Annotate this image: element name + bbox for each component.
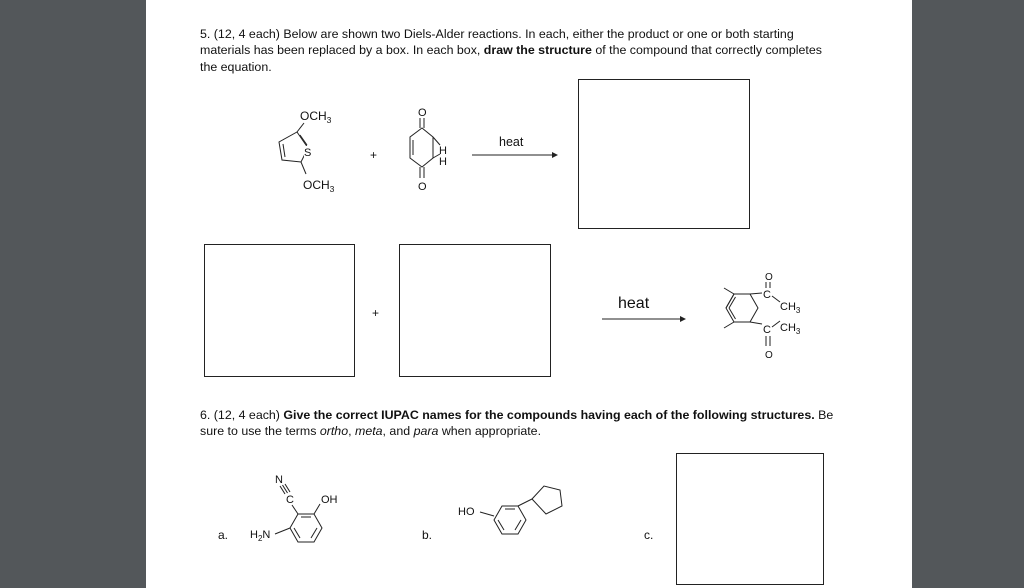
reaction2-arrow bbox=[602, 314, 686, 324]
diene-sulfur: S bbox=[304, 147, 312, 159]
svg-text:O: O bbox=[418, 181, 427, 193]
reaction2-diene-box[interactable] bbox=[204, 244, 355, 377]
reaction1-diene-structure bbox=[266, 104, 356, 200]
reaction2-plus: + bbox=[372, 306, 380, 320]
compound-b-structure bbox=[456, 478, 586, 558]
reaction1-dienophile-structure bbox=[398, 100, 468, 204]
reaction1-arrow bbox=[472, 150, 558, 160]
reaction1-plus: + bbox=[370, 148, 378, 162]
question-5-intro: (12, 4 each) Below are shown two Diels-Alder reactions. In each, either the product or one or both starting materials has been replaced by a box. In each box, bbox=[200, 27, 794, 58]
question-5-outro: of the compound that correctly completes the equation. bbox=[200, 43, 822, 74]
svg-text:O: O bbox=[765, 350, 773, 361]
reaction2-product-structure bbox=[700, 266, 824, 372]
term-ortho: ortho bbox=[319, 424, 349, 439]
svg-text:O: O bbox=[418, 107, 427, 119]
term-para: para bbox=[413, 424, 439, 439]
reaction2-dienophile-box[interactable] bbox=[399, 244, 551, 377]
question-6-number: 6. bbox=[200, 408, 211, 422]
diene-och3-bottom: $OCH_3$ bbox=[303, 178, 335, 194]
question-6-text: 6. (12, 4 each) Give the correct IUPAC names for the compounds having each of the following structures. Be sure to use the terms ortho, meta, and para when appropriate. bbox=[200, 408, 834, 439]
svg-text:H: H bbox=[439, 145, 447, 157]
svg-text:H: H bbox=[439, 156, 447, 168]
question-6-bold: Give the correct IUPAC names for the compounds having each of the following structures. bbox=[283, 408, 815, 422]
compound-c-box bbox=[676, 453, 824, 585]
svg-text:H2N: $H_2N$ bbox=[250, 529, 271, 543]
svg-text:C: C bbox=[286, 494, 294, 506]
reaction2-heat-label: heat bbox=[618, 295, 650, 312]
svg-text:N: N bbox=[275, 474, 283, 486]
question-6-rest: Be sure to use the terms bbox=[200, 408, 834, 439]
worksheet-page bbox=[146, 0, 912, 588]
question-5-number: 5. bbox=[200, 27, 211, 41]
compound-a-label: a. bbox=[218, 528, 229, 542]
svg-text:OH: OH bbox=[321, 494, 338, 506]
question-6-points: (12, 4 each) bbox=[213, 408, 280, 422]
compound-a-structure bbox=[246, 470, 356, 556]
svg-text:O: O bbox=[765, 272, 773, 283]
reaction1-heat-label: heat bbox=[499, 135, 524, 149]
svg-text:C: C bbox=[763, 289, 771, 301]
compound-c-label: c. bbox=[644, 528, 654, 542]
svg-text:HO: HO bbox=[458, 506, 475, 518]
svg-text:CH3: $CH_3$ bbox=[780, 322, 801, 336]
svg-text:CH3: $CH_3$ bbox=[780, 301, 801, 315]
compound-b-label: b. bbox=[422, 528, 433, 542]
question-5-bold: draw the structure bbox=[483, 43, 592, 58]
question-5-text bbox=[200, 26, 840, 75]
reaction1-product-box[interactable] bbox=[578, 79, 750, 229]
svg-text:C: C bbox=[763, 324, 771, 336]
term-meta: meta bbox=[355, 424, 383, 439]
diene-och3-top: $OCH_3$ bbox=[300, 109, 332, 125]
